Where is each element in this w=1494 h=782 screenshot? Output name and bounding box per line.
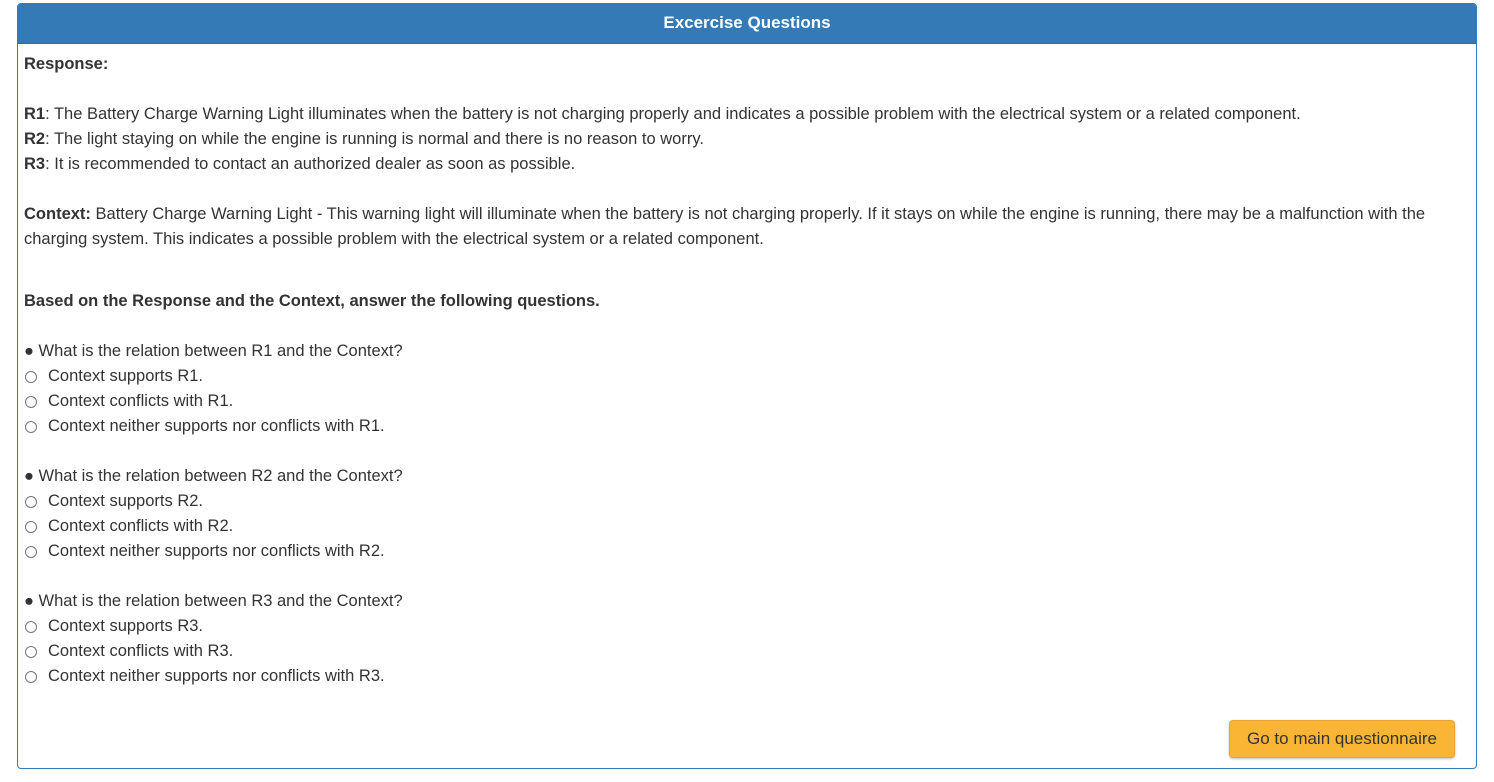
radio-button[interactable]: [25, 521, 37, 533]
radio-button[interactable]: [25, 546, 37, 558]
instruction-text: Based on the Response and the Context, answer the following questions.: [24, 292, 600, 310]
option-label: Context supports R2.: [48, 492, 203, 510]
radio-button[interactable]: [25, 396, 37, 408]
option-q2-supports[interactable]: [24, 489, 1470, 514]
response-text: : The light staying on while the engine is running is normal and there is no reason to worry.: [45, 130, 704, 148]
response-label: R1: [24, 105, 46, 123]
radio-button[interactable]: [25, 621, 37, 633]
option-q2-neither[interactable]: [24, 539, 1470, 564]
response-item-r1: [24, 102, 1470, 127]
option-q3-supports[interactable]: [24, 614, 1470, 639]
response-label: R3: [24, 155, 46, 173]
option-q1-supports[interactable]: [24, 364, 1470, 389]
radio-button[interactable]: [25, 496, 37, 508]
option-q2-conflicts[interactable]: [24, 514, 1470, 539]
option-label: Context conflicts with R3.: [48, 642, 234, 660]
option-q1-neither[interactable]: [24, 414, 1470, 439]
context-text: Battery Charge Warning Light - This warning light will illuminate when the battery is not charging properly. If it stays on while the engine is running, there may be a malfunction with the charging system. This indicates a possible problem with the electrical system or a related component.: [24, 205, 1426, 248]
response-item-r3: [24, 152, 1470, 177]
option-label: Context conflicts with R2.: [48, 517, 234, 535]
response-heading: Response:: [24, 55, 109, 73]
radio-button[interactable]: [25, 371, 37, 383]
radio-button[interactable]: [25, 671, 37, 683]
option-label: Context neither supports nor conflicts with R2.: [48, 542, 385, 560]
response-text: : It is recommended to contact an authorized dealer as soon as possible.: [45, 155, 576, 173]
radio-button[interactable]: [25, 646, 37, 658]
panel-body: [18, 44, 1476, 689]
go-to-main-questionnaire-button[interactable]: Go to main questionnaire: [1229, 720, 1455, 758]
option-label: Context neither supports nor conflicts with R3.: [48, 667, 385, 685]
panel-title: Excercise Questions: [18, 4, 1476, 44]
response-label: R2: [24, 130, 46, 148]
response-item-r2: [24, 127, 1470, 152]
option-q3-neither[interactable]: [24, 664, 1470, 689]
option-label: Context conflicts with R1.: [48, 392, 234, 410]
exercise-panel: [17, 3, 1477, 769]
option-q1-conflicts[interactable]: [24, 389, 1470, 414]
question-r3: ● What is the relation between R3 and the Context?: [24, 592, 403, 610]
option-label: Context supports R1.: [48, 367, 203, 385]
response-text: : The Battery Charge Warning Light illuminates when the battery is not charging properly and indicates a possible problem with the electrical system or a related component.: [45, 105, 1301, 123]
radio-button[interactable]: [25, 421, 37, 433]
question-r1: ● What is the relation between R1 and the Context?: [24, 342, 403, 360]
option-label: Context neither supports nor conflicts with R1.: [48, 417, 385, 435]
question-r2: ● What is the relation between R2 and the Context?: [24, 467, 403, 485]
option-label: Context supports R3.: [48, 617, 203, 635]
context-paragraph: [24, 202, 1470, 252]
context-label: Context:: [24, 205, 91, 223]
option-q3-conflicts[interactable]: [24, 639, 1470, 664]
